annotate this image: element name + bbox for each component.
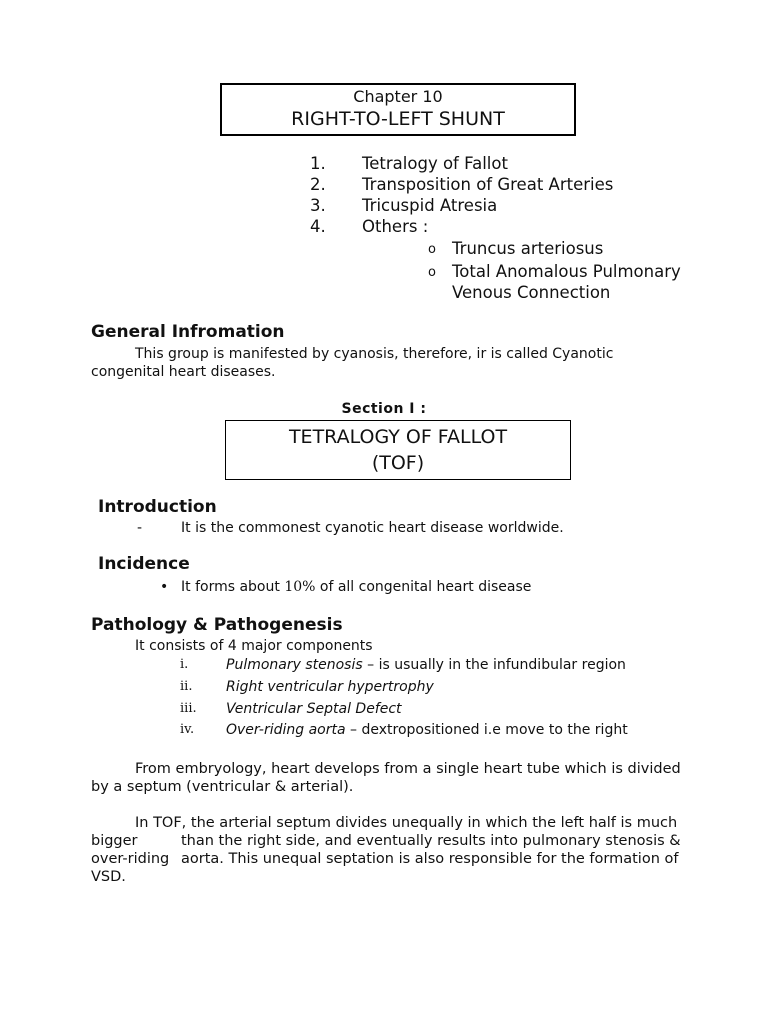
section-title-abbrev: (TOF) (371, 452, 425, 474)
chapter-number: Chapter 10 (353, 87, 443, 106)
introduction-dash: - (137, 520, 143, 536)
section-title: TETRALOGY OF FALLOT (288, 426, 508, 448)
introduction-text: It is the commonest cyanotic heart disease worldwide. (181, 520, 564, 536)
chapter-title-box (220, 83, 576, 136)
section-title-box (225, 420, 571, 480)
pathology-intro: It consists of 4 major components (135, 638, 373, 654)
incidence-heading: Incidence (98, 554, 190, 574)
tof-paragraph-line3-start: over-riding (91, 851, 170, 867)
incidence-bullet: • (160, 579, 169, 595)
embryology-paragraph-line1: From embryology, heart develops from a single heart tube which is divided (135, 761, 681, 777)
general-info-heading: General Infromation (91, 322, 285, 342)
tof-paragraph-line3-rest: aorta. This unequal septation is also responsible for the formation of (181, 851, 679, 867)
general-info-text-line1: This group is manifested by cyanosis, therefore, ir is called Cyanotic (135, 346, 614, 362)
general-info-text-line2: congenital heart diseases. (91, 364, 276, 380)
tof-paragraph-line4: VSD. (91, 869, 126, 885)
chapter-title: RIGHT-TO-LEFT SHUNT (291, 108, 505, 130)
introduction-heading: Introduction (98, 497, 217, 517)
tof-paragraph-line1: In TOF, the arterial septum divides unequally in which the left half is much (135, 815, 678, 831)
pathology-heading: Pathology & Pathogenesis (91, 615, 343, 635)
tof-paragraph-line2-rest: than the right side, and eventually results into pulmonary stenosis & (181, 833, 681, 849)
incidence-text: It forms about 10% of all congenital heart disease (181, 579, 532, 595)
embryology-paragraph-line2: by a septum (ventricular & arterial). (91, 779, 354, 795)
section-label: Section I : (341, 401, 427, 417)
tof-paragraph-line2-start: bigger (91, 833, 138, 849)
